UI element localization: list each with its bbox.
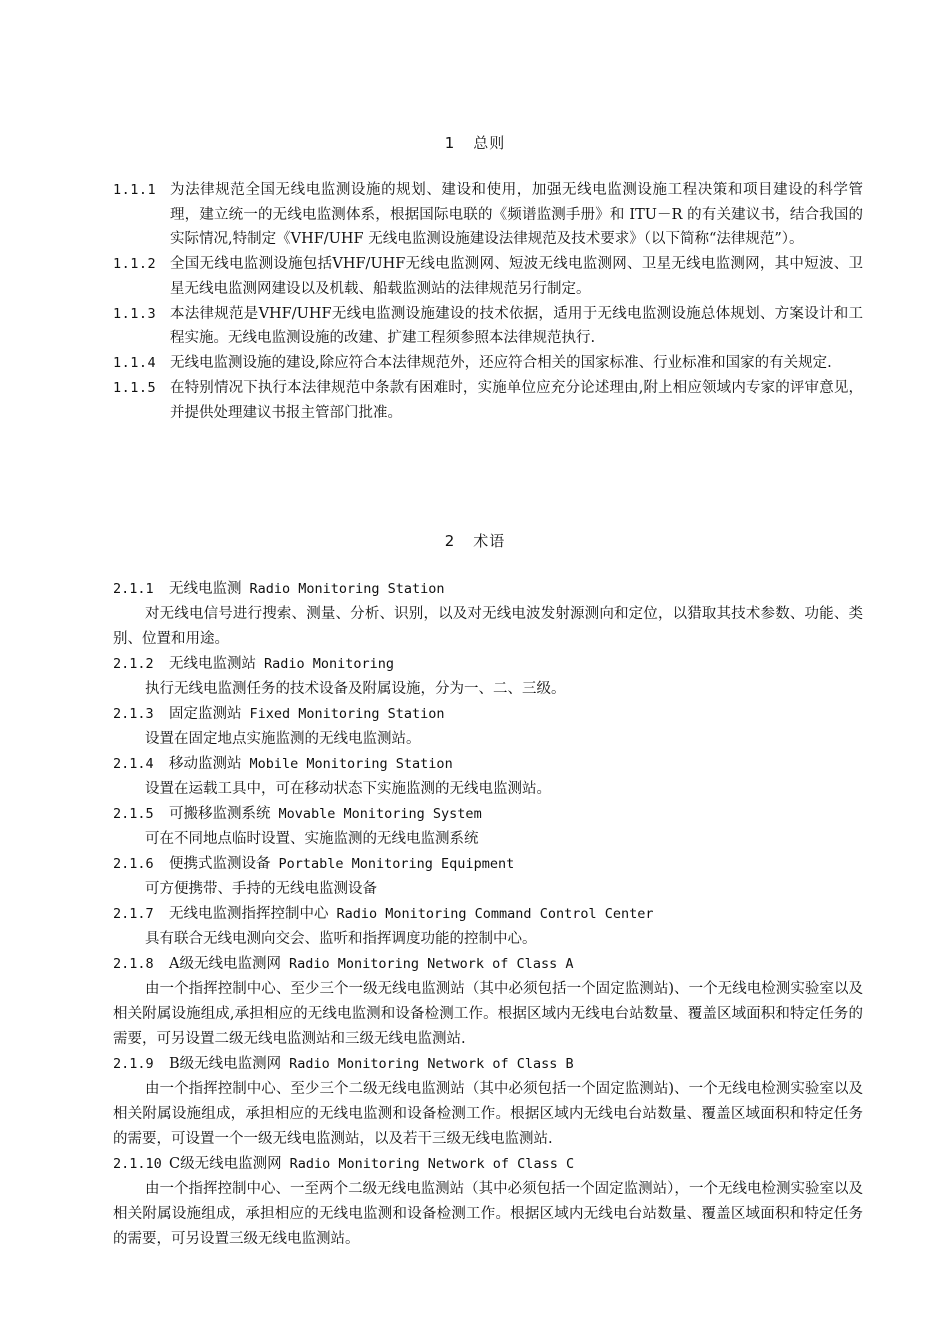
term-name-zh: 无线电监测站: [169, 656, 256, 672]
term-definition: 由一个指挥控制中心、至少三个一级无线电监测站（其中必须包括一个固定监测站)、一个无线电检测实验室以及相关附属设施组成,承担相应的无线电监测和设备检测工作。根据区域内无线电台站数量、覆盖区域面积和特定任务的需要，可另设置二级无线电监测站和三级无线电监测站.: [113, 981, 863, 1047]
clause-text: 为法律规范全国无线电监测设施的规划、建设和使用，加强无线电监测设施工程决策和项目建设的科学管理，建立统一的无线电监测体系，根据国际电联的《频谱监测手册》和 ITU－R 的有关建议书，结合我国的实际情况,特制定《VHF/UHF 无线电监测设施建设法律规范及技术要求》（以下简称“法律规范”）。: [170, 182, 863, 247]
clause-text: 全国无线电监测设施包括VHF/UHF无线电监测网、短波无线电监测网、卫星无线电监测网，其中短波、卫星无线电监测网建设以及机载、船载监测站的法律规范另行制定。: [170, 256, 863, 297]
term-name-zh: 无线电监测: [169, 581, 242, 597]
section-1-heading: [0, 132, 950, 153]
term-2-1-1: [113, 577, 863, 652]
term-definition: 由一个指挥控制中心、至少三个二级无线电监测站（其中必须包括一个固定监测站)、一个无线电检测实验室以及相关附属设施组成，承担相应的无线电监测和设备检测工作。根据区域内无线电台站数量、覆盖区域面积和特定任务的需要，可设置一个一级无线电监测站，以及若干三级无线电监测站.: [113, 1081, 863, 1147]
term-name-en: Radio Monitoring: [264, 656, 395, 672]
term-2-1-4: [113, 752, 863, 802]
term-name-en: Radio Monitoring Network of Class B: [289, 1056, 574, 1072]
term-definition: 由一个指挥控制中心、一至两个二级无线电监测站（其中必须包括一个固定监测站），一个无线电检测实验室以及相关附属设施组成，承担相应的无线电监测和设备检测工作。根据区域内无线电台站数量、覆盖区域面积和特定任务的需要，可另设置三级无线电监测站。: [113, 1181, 863, 1247]
clause-1-1-3: [113, 302, 863, 351]
term-2-1-10: [113, 1152, 863, 1252]
term-number: 2.1.9: [113, 1056, 154, 1072]
term-number: 2.1.8: [113, 956, 154, 972]
term-name-en: Radio Monitoring Station: [249, 581, 445, 597]
term-heading: [113, 1152, 863, 1177]
term-definition: 设置在固定地点实施监测的无线电监测站。: [145, 731, 421, 747]
section-2-terms: [113, 577, 863, 1252]
clause-1-1-4: [113, 351, 863, 376]
term-definition: 可在不同地点临时设置、实施监测的无线电监测系统: [145, 831, 479, 847]
term-heading: [113, 702, 863, 727]
term-2-1-3: [113, 702, 863, 752]
term-heading: [113, 1052, 863, 1077]
section-1-clauses: [113, 178, 863, 426]
term-2-1-5: [113, 802, 863, 852]
clause-number: 1.1.3: [113, 305, 157, 322]
term-number: 2.1.4: [113, 756, 154, 772]
term-2-1-6: [113, 852, 863, 902]
clause-number: 1.1.2: [113, 256, 157, 272]
term-number: 2.1.1: [113, 581, 154, 597]
term-heading: [113, 752, 863, 777]
term-number: 2.1.5: [113, 806, 154, 822]
term-number: 2.1.6: [113, 856, 154, 872]
term-heading: [113, 652, 863, 677]
section-1-number: 1: [444, 134, 456, 152]
term-name-en: Radio Monitoring Network of Class A: [288, 956, 574, 972]
term-name-en: Radio Monitoring Network of Class C: [289, 1156, 575, 1172]
clause-text: 无线电监测设施的建设,除应符合本法律规范外，还应符合相关的国家标准、行业标准和国家的有关规定.: [170, 355, 832, 371]
term-name-zh: 无线电监测指挥控制中心: [169, 906, 329, 922]
term-definition: 对无线电信号进行搜索、测量、分析、识别，以及对无线电波发射源测向和定位，以猎取其技术参数、功能、类别、位置和用途。: [113, 606, 863, 647]
section-1-title: 总则: [473, 134, 506, 152]
clause-1-1-2: [113, 252, 863, 301]
term-name-en: Portable Monitoring Equipment: [278, 856, 515, 872]
term-2-1-7: [113, 902, 863, 952]
term-name-en: Fixed Monitoring Station: [249, 706, 445, 722]
clause-number: 1.1.5: [113, 380, 157, 396]
term-name-zh: C级无线电监测网: [169, 1156, 282, 1172]
clause-number: 1.1.1: [113, 182, 157, 198]
term-name-zh: 移动监测站: [169, 756, 242, 772]
section-2-number: 2: [444, 532, 456, 550]
clause-text: 在特别情况下执行本法律规范中条款有困难时，实施单位应充分论述理由,附上相应领域内专家的评审意见，并提供处理建议书报主管部门批准。: [170, 380, 863, 421]
term-number: 2.1.7: [113, 906, 154, 922]
clause-1-1-1: [113, 178, 863, 252]
term-number: 2.1.3: [113, 706, 154, 722]
term-number: 2.1.10: [113, 1156, 162, 1172]
term-heading: [113, 577, 863, 602]
term-name-zh: 可搬移监测系统: [169, 806, 271, 822]
term-definition: 执行无线电监测任务的技术设备及附属设施，分为一、二、三级。: [145, 681, 566, 697]
term-definition: 具有联合无线电测向交会、监听和指挥调度功能的控制中心。: [145, 931, 537, 947]
term-name-en: Movable Monitoring System: [278, 806, 482, 822]
term-name-en: Mobile Monitoring Station: [249, 756, 453, 772]
term-heading: [113, 952, 863, 977]
term-name-zh: B级无线电监测网: [169, 1056, 282, 1072]
term-heading: [113, 852, 863, 877]
term-2-1-9: [113, 1052, 863, 1152]
term-name-zh: A级无线电监测网: [169, 956, 281, 972]
section-2-title: 术语: [473, 532, 506, 550]
term-2-1-8: [113, 952, 863, 1052]
clause-text: 本法律规范是VHF/UHF无线电监测设施建设的技术依据，适用于无线电监测设施总体规划、方案设计和工程实施。无线电监测设施的改建、扩建工程须参照本法律规范执行.: [170, 305, 863, 346]
term-definition: 设置在运载工具中，可在移动状态下实施监测的无线电监测站。: [145, 781, 551, 797]
term-name-zh: 便携式监测设备: [169, 856, 271, 872]
section-2-heading: [0, 530, 950, 551]
clause-number: 1.1.4: [113, 355, 157, 371]
term-heading: [113, 902, 863, 927]
clause-1-1-5: [113, 376, 863, 425]
term-name-zh: 固定监测站: [169, 706, 242, 722]
term-heading: [113, 802, 863, 827]
term-number: 2.1.2: [113, 656, 154, 672]
term-2-1-2: [113, 652, 863, 702]
term-name-en: Radio Monitoring Command Control Center: [336, 906, 654, 922]
term-definition: 可方便携带、手持的无线电监测设备: [145, 881, 377, 897]
